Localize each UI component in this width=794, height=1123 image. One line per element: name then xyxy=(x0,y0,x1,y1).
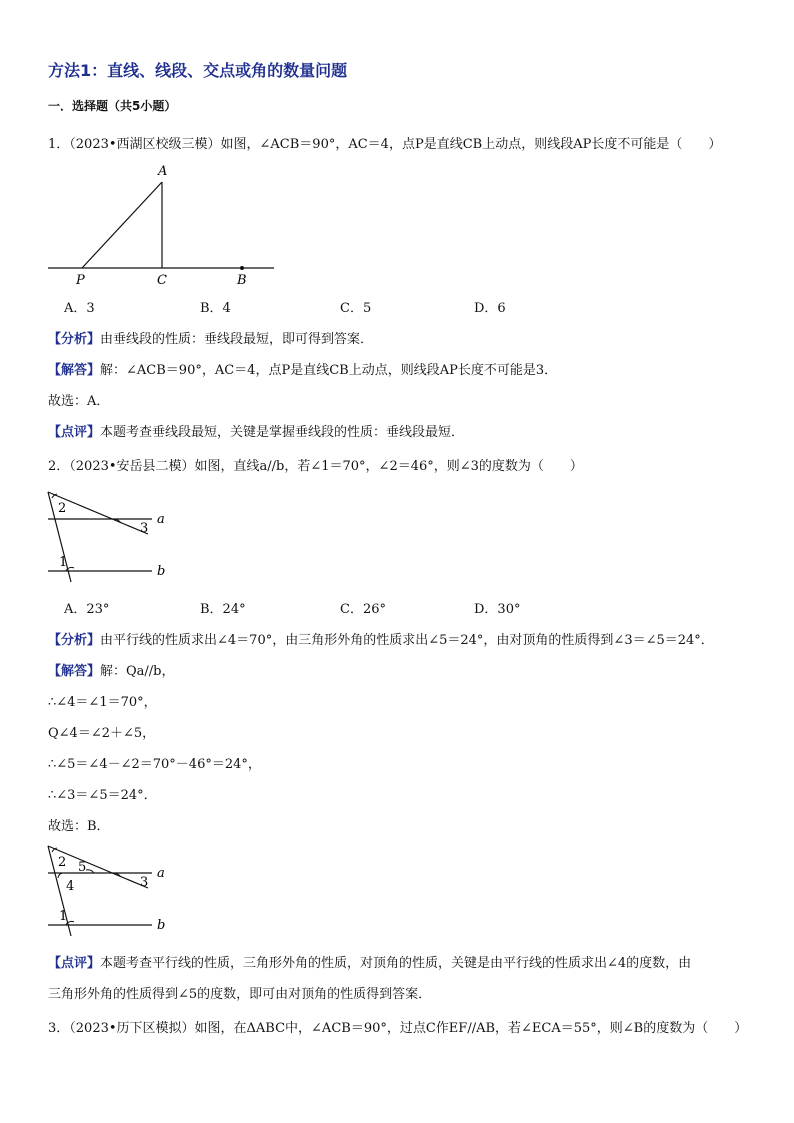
q1-solution xyxy=(48,359,557,378)
solution-text: 解：∠ACB＝90°，AC＝4，点P是直线CB上动点，则线段AP长度不可能是3． xyxy=(100,363,558,378)
label-2: 2 xyxy=(58,501,67,516)
q3-stem: 3．（2023•历下区模拟）如图，在ΔABC中，∠ACB＝90°，过点C作EF//AB，若∠ECA＝55°，则∠B的度数为（ ） xyxy=(48,1021,748,1036)
q2-solution xyxy=(48,660,175,679)
solution-line: Q∠4＝∠2＋∠5， xyxy=(48,726,156,741)
q2-choice: 故选：B． xyxy=(48,819,110,834)
label-2: 2 xyxy=(58,855,67,870)
q1-stem: 1．（2023•西湖区校级三模）如图，∠ACB＝90°，AC＝4，点P是直线CB上动点，则线段AP长度不可能是（ ） xyxy=(48,137,722,152)
analysis-text: 由平行线的性质求出∠4＝70°，由三角形外角的性质求出∠5＝24°，由对顶角的性质得到∠3＝∠5＝24°． xyxy=(100,633,714,648)
solution-tag: 【解答】 xyxy=(48,363,101,378)
label-3: 3 xyxy=(140,875,149,890)
label-b: B xyxy=(237,273,247,288)
q2-option-c[interactable]: C．26° xyxy=(340,602,386,617)
label-line-a: a xyxy=(157,866,165,881)
q2-option-a[interactable]: A．23° xyxy=(64,602,110,617)
solution-line: 解：Qa//b， xyxy=(100,664,175,679)
q1-analysis xyxy=(48,328,373,347)
q1-option-b[interactable]: B．4 xyxy=(200,301,231,316)
q1-choice: 故选：A． xyxy=(48,394,110,409)
label-3: 3 xyxy=(140,521,149,536)
section-heading: 一．选择题（共5小题） xyxy=(48,99,177,113)
analysis-text: 由垂线段的性质：垂线段最短，即可得到答案． xyxy=(100,332,374,347)
q1-option-d[interactable]: D．6 xyxy=(474,301,506,316)
solution-tag: 【解答】 xyxy=(48,664,101,679)
q2-option-d[interactable]: D．30° xyxy=(474,602,521,617)
page-title: 方法1：直线、线段、交点或角的数量问题 xyxy=(48,61,348,80)
solution-line: ∴∠3＝∠5＝24°． xyxy=(48,788,157,803)
comment-text: 本题考查垂线段最短，关键是掌握垂线段的性质：垂线段最短． xyxy=(100,425,465,440)
q2-option-b[interactable]: B．24° xyxy=(200,602,246,617)
q2-solution-figure xyxy=(44,842,184,938)
analysis-tag: 【分析】 xyxy=(48,633,101,648)
q1-figure xyxy=(44,160,284,290)
label-1: 1 xyxy=(59,909,68,924)
label-line-a: a xyxy=(157,512,165,527)
label-line-b: b xyxy=(157,918,166,933)
q2-comment-continued: 三角形外角的性质得到∠5的度数，即可由对顶角的性质得到答案． xyxy=(48,987,432,1002)
label-line-b: b xyxy=(157,564,166,579)
point-b xyxy=(240,266,244,270)
q1-option-c[interactable]: C．5 xyxy=(340,301,372,316)
q2-stem: 2．（2023•安岳县二模）如图，直线a//b，若∠1＝70°，∠2＝46°，则∠3的度数为（ ） xyxy=(48,459,583,474)
label-4: 4 xyxy=(66,879,75,894)
q2-analysis xyxy=(48,629,714,648)
solution-line: ∴∠5＝∠4－∠2＝70°－46°＝24°， xyxy=(48,757,261,772)
solution-line: ∴∠4＝∠1＝70°， xyxy=(48,695,157,710)
comment-tag: 【点评】 xyxy=(48,956,101,971)
q2-figure xyxy=(44,488,184,584)
label-a: A xyxy=(158,164,168,179)
q2-comment xyxy=(48,952,691,971)
comment-text: 本题考查平行线的性质，三角形外角的性质，对顶角的性质，关键是由平行线的性质求出∠4的度数，由 xyxy=(100,956,692,971)
analysis-tag: 【分析】 xyxy=(48,332,101,347)
q1-comment xyxy=(48,421,464,440)
label-5: 5 xyxy=(78,860,87,875)
q1-option-a[interactable]: A．3 xyxy=(64,301,95,316)
comment-tag: 【点评】 xyxy=(48,425,101,440)
segment-ap xyxy=(82,182,162,268)
label-p: P xyxy=(76,273,85,288)
arc-4 xyxy=(58,873,62,878)
label-1: 1 xyxy=(59,555,68,570)
label-c: C xyxy=(157,273,167,288)
